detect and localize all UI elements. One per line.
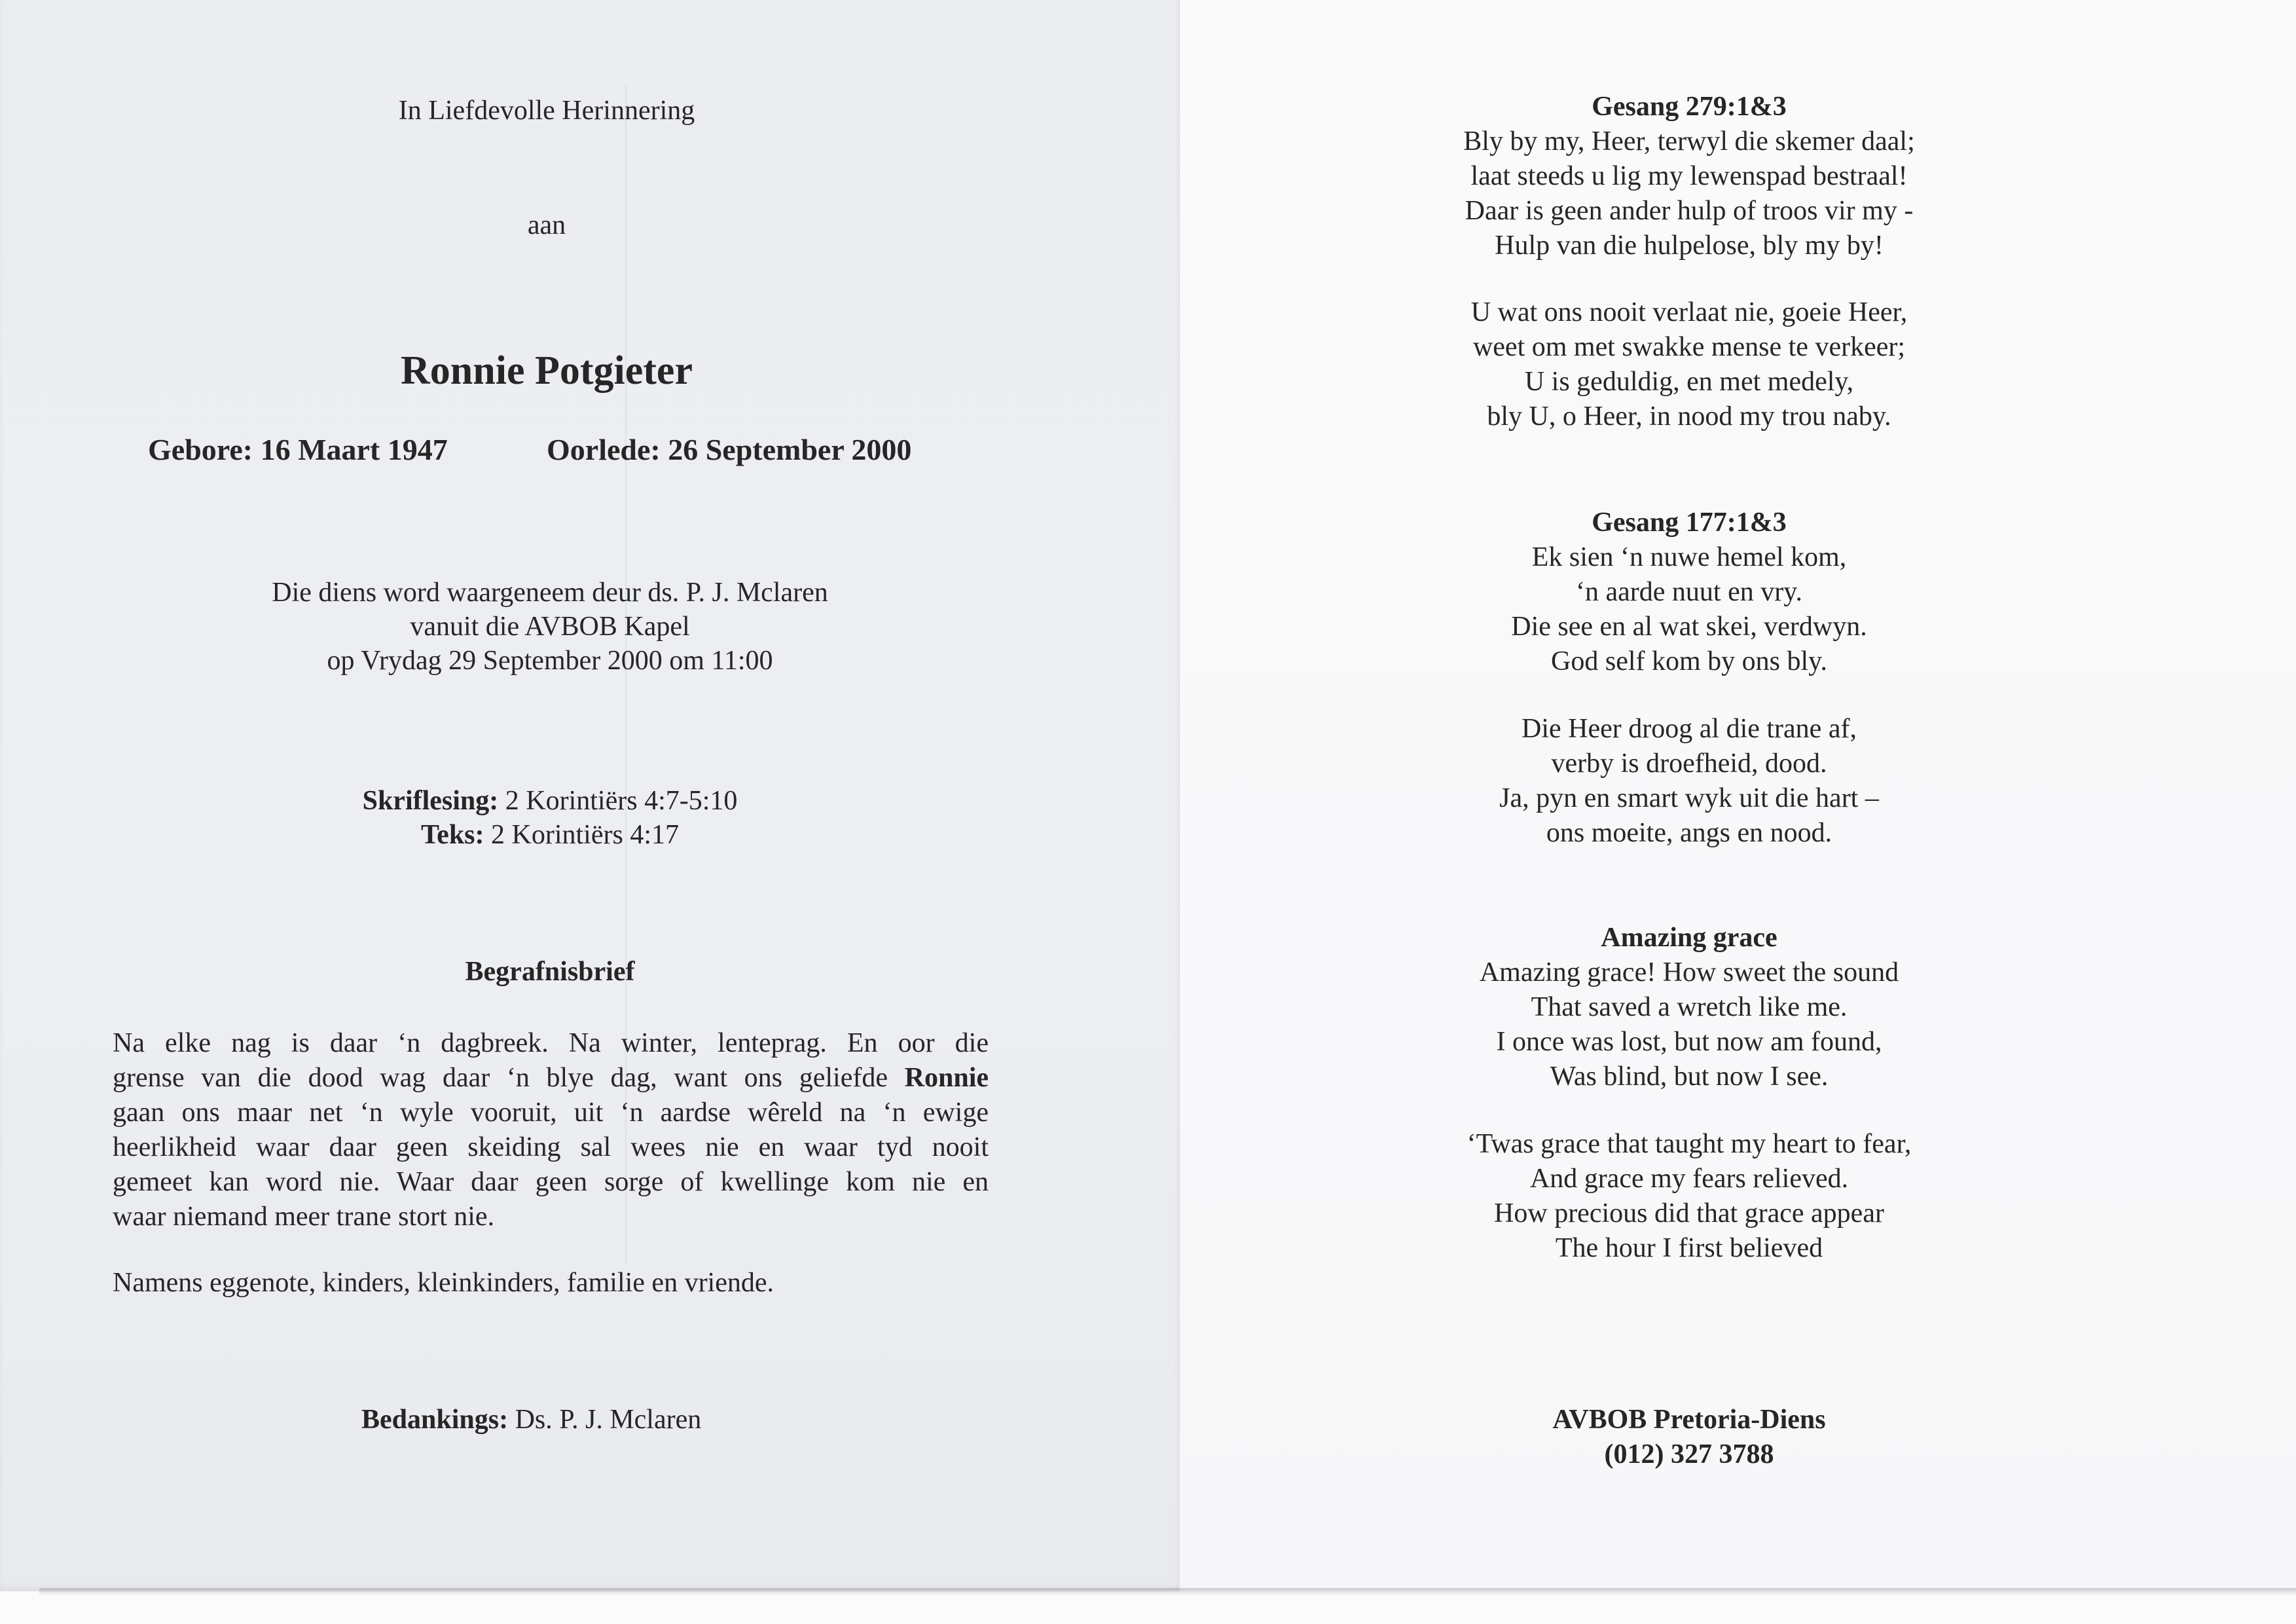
scripture-reading-label: Skriflesing: [362, 786, 499, 816]
hymn3-line: That saved a wretch like me. [1531, 992, 1848, 1022]
letter-line: gemeet kan word nie. Waar daar geen sorge of kwellinge kom nie en [113, 1167, 989, 1197]
hymn3-line: The hour I first believed [1555, 1233, 1823, 1263]
letter-line: gaan ons maar net ‘n wyle vooruit, uit ‘n aardse wêreld na ‘n ewige [113, 1098, 989, 1128]
hymn3-line: Was blind, but now I see. [1550, 1061, 1829, 1092]
hymn1-line: laat steeds u lig my lewenspad bestraal! [1470, 161, 1908, 191]
hymn2-line: Die see en al wat skei, verdwyn. [1511, 612, 1867, 642]
service-line-3: op Vrydag 29 September 2000 om 11:00 [327, 646, 773, 676]
hymn2-title: Gesang 177:1&3 [1592, 507, 1787, 538]
hymn1-line: Hulp van die hulpelose, bly my by! [1495, 231, 1884, 261]
hymn1-title: Gesang 279:1&3 [1592, 92, 1787, 122]
service-line-2: vanuit die AVBOB Kapel [410, 612, 690, 642]
letter-line: heerlikheid waar daar geen skeiding sal wees nie en waar tyd nooit [113, 1132, 989, 1162]
hymn3-line: And grace my fears relieved. [1529, 1164, 1849, 1194]
service-line-1: Die diens word waargeneem deur ds. P. J. Mclaren [272, 578, 828, 608]
letter-line [113, 1061, 989, 1095]
footer-org: AVBOB Pretoria-Diens [1552, 1405, 1826, 1435]
hymn1-line: Daar is geen ander hulp of troos vir my - [1465, 196, 1914, 226]
hymn2-line: ‘n aarde nuut en vry. [1576, 577, 1802, 607]
page-shadow [39, 1588, 2296, 1596]
letter-line: Na elke nag is daar ‘n dagbreek. Na winter, lenteprag. En oor die [113, 1028, 989, 1058]
thanks-value: Ds. P. J. Mclaren [508, 1405, 702, 1435]
letter-bold-name: Ronnie [904, 1063, 989, 1093]
death-date: Oorlede: 26 September 2000 [547, 433, 912, 466]
hymn3-line: ‘Twas grace that taught my heart to fear, [1467, 1129, 1912, 1159]
footer-phone: (012) 327 3788 [1604, 1439, 1774, 1469]
deceased-name: Ronnie Potgieter [401, 348, 693, 393]
hymn2-line: Ja, pyn en smart wyk uit die hart – [1499, 783, 1879, 813]
letter-title: Begrafnisbrief [465, 957, 635, 987]
hymn3-line: Amazing grace! How sweet the sound [1479, 957, 1899, 987]
hymn2-line: verby is droefheid, dood. [1551, 748, 1827, 779]
hymn2-line: Die Heer droog al die trane af, [1522, 714, 1857, 744]
hymn2-line: ons moeite, angs en nood. [1546, 818, 1832, 848]
hymn1-line: bly U, o Heer, in nood my trou naby. [1487, 401, 1891, 432]
hymn1-line: U is geduldig, en met medely, [1524, 367, 1854, 397]
hymn1-line: U wat ons nooit verlaat nie, goeie Heer, [1470, 297, 1908, 327]
to-line: aan [527, 210, 566, 240]
hymn3-line: I once was lost, but now am found, [1496, 1027, 1882, 1057]
letter-last-line: waar niemand meer trane stort nie. [113, 1202, 495, 1232]
hymn2-line: Ek sien ‘n nuwe hemel kom, [1531, 542, 1847, 572]
thanks-line [361, 1403, 701, 1437]
birth-date: Gebore: 16 Maart 1947 [148, 433, 448, 466]
hymn1-line: Bly by my, Heer, terwyl die skemer daal; [1463, 126, 1915, 157]
hymn2-line: God self kom by ons bly. [1551, 646, 1827, 676]
hymn1-line: weet om met swakke mense te verkeer; [1472, 332, 1906, 362]
sermon-text [196, 818, 903, 852]
memory-heading: In Liefdevolle Herinnering [398, 96, 695, 126]
sermon-text-label: Teks: [421, 820, 484, 850]
thanks-label: Bedankings: [361, 1405, 509, 1435]
on-behalf-line: Namens eggenote, kinders, kleinkinders, familie en vriende. [113, 1268, 774, 1298]
letter-line-text: grense van die dood wag daar ‘n blye dag, want ons geliefde [113, 1063, 888, 1093]
hymn3-line: How precious did that grace appear [1494, 1198, 1884, 1228]
scripture-reading-value: 2 Korintiërs 4:7-5:10 [498, 786, 738, 816]
sermon-text-value: 2 Korintiërs 4:17 [484, 820, 679, 850]
hymn3-title: Amazing grace [1601, 923, 1777, 953]
scripture-reading [196, 784, 903, 818]
